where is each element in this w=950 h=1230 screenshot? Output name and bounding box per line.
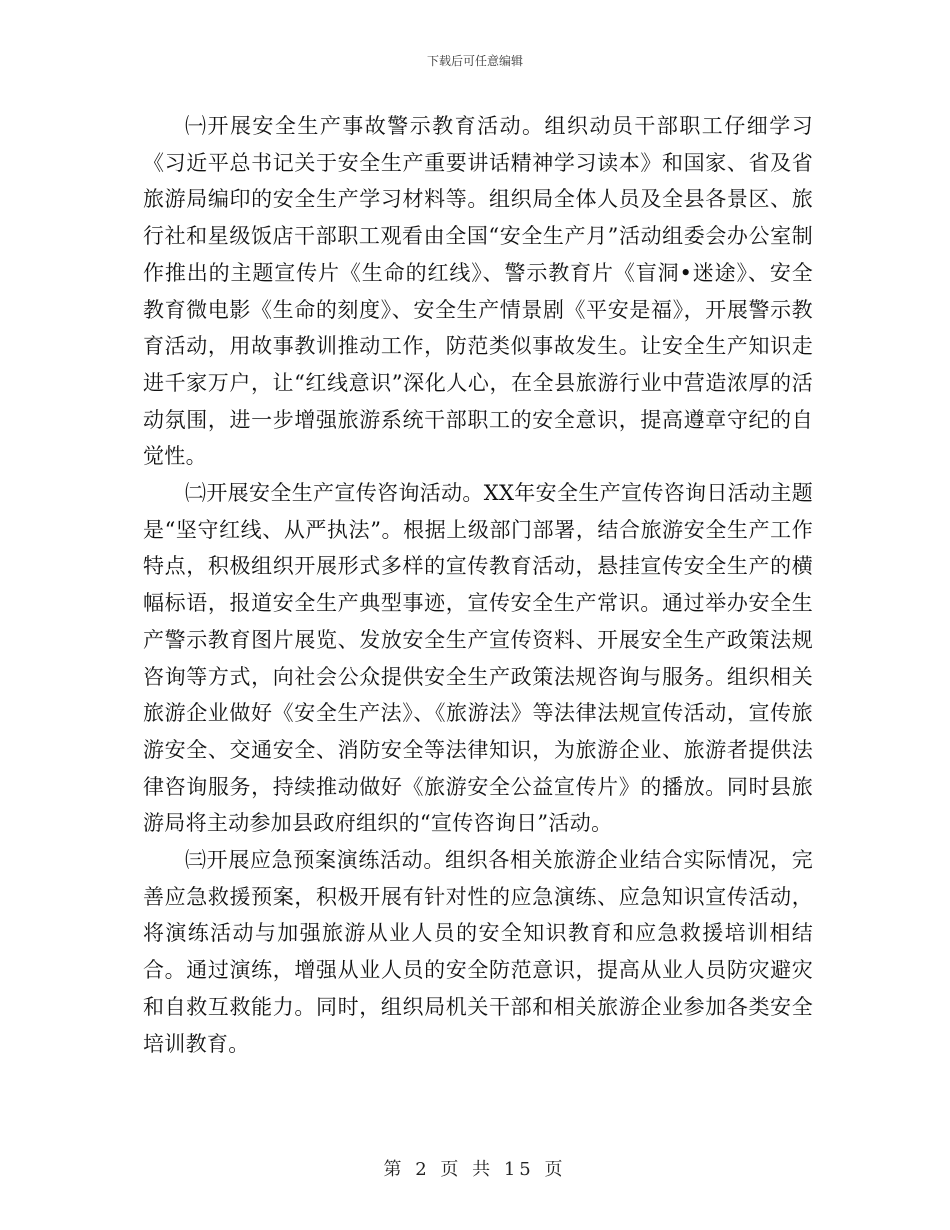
page-header: 下载后可任意编辑: [426, 54, 523, 68]
page-number: 第 2 页 共 15 页: [383, 1159, 567, 1180]
document-body: [143, 108, 813, 1062]
paragraph-2: ㈡开展安全生产宣传咨询活动。XX年安全生产宣传咨询日活动主题是“坚守红线、从严执法”。根据上级部门部署，结合旅游安全生产工作特点，积极组织开展形式多样的宣传教育活动，悬挂宣传安全生产的横幅标语，报道安全生产典型事迹，宣传安全生产常识。通过举办安全生产警示教育图片展览、发放安全生产宣传资料、开展安全生产政策法规咨询等方式，向社会公众提供安全生产政策法规咨询与服务。组织相关旅游企业做好《安全生产法》、《旅游法》等法律法规宣传活动，宣传旅游安全、交通安全、消防安全等法律知识，为旅游企业、旅游者提供法律咨询服务，持续推动做好《旅游安全公益宣传片》的播放。同时县旅游局将主动参加县政府组织的“宣传咨询日”活动。: [143, 481, 813, 836]
paragraph-1: ㈠开展安全生产事故警示教育活动。组织动员干部职工仔细学习《习近平总书记关于安全生产重要讲话精神学习读本》和国家、省及省旅游局编印的安全生产学习材料等。组织局全体人员及全县各景区、旅行社和星级饭店干部职工观看由全国“安全生产月”活动组委会办公室制作推出的主题宣传片《生命的红线》、警示教育片《盲洞•迷途》、安全教育微电影《生命的刻度》、安全生产情景剧《平安是福》，开展警示教育活动，用故事教训推动工作，防范类似事故发生。让安全生产知识走进千家万户，让“红线意识”深化人心，在全县旅游行业中营造浓厚的活动氛围，进一步增强旅游系统干部职工的安全意识，提高遵章守纪的自觉性。: [143, 114, 813, 469]
paragraph-3: ㈢开展应急预案演练活动。组织各相关旅游企业结合实际情况，完善应急救援预案，积极开展有针对性的应急演练、应急知识宣传活动，将演练活动与加强旅游从业人员的安全知识教育和应急救援培训相结合。通过演练，增强从业人员的安全防范意识，提高从业人员防灾避灾和自救互救能力。同时，组织局机关干部和相关旅游企业参加各类安全培训教育。: [143, 848, 813, 1056]
